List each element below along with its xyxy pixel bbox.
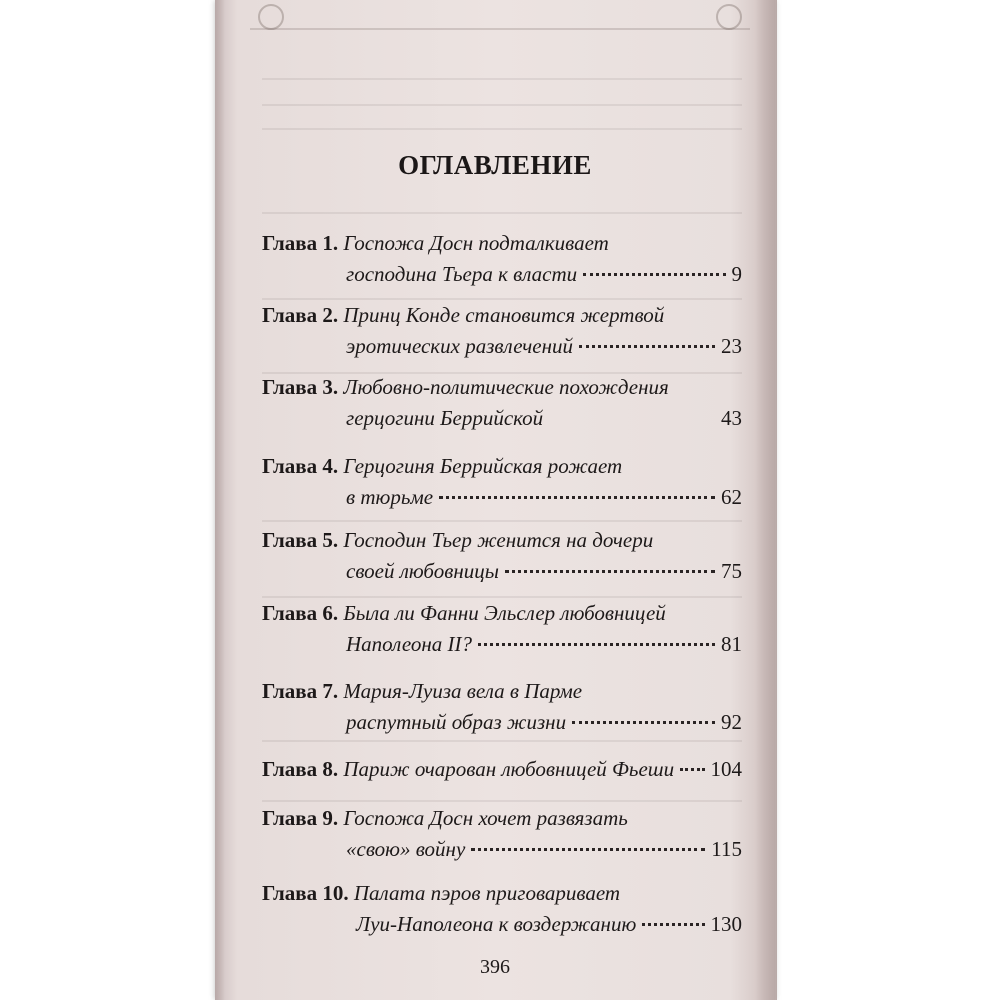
toc-entry-line bbox=[262, 707, 742, 738]
chapter-label: Глава 10. bbox=[262, 881, 349, 905]
chapter-title-line1: Мария-Луиза вела в Парме bbox=[343, 679, 583, 703]
chapter-title-line2: своей любовницы bbox=[346, 559, 499, 583]
chapter-page-number: 92 bbox=[721, 710, 742, 734]
chapter-title-line1: Госпожа Досн хочет развязать bbox=[343, 806, 628, 830]
toc-entry-line bbox=[262, 259, 742, 290]
toc-heading: ОГЛАВЛЕНИЕ bbox=[398, 150, 592, 180]
chapter-page-number: 75 bbox=[721, 559, 742, 583]
toc-entry bbox=[262, 754, 742, 785]
page-folio: 396 bbox=[480, 956, 510, 978]
leader-dots bbox=[572, 721, 715, 724]
chapter-title-line2: распутный образ жизни bbox=[346, 710, 567, 734]
toc-entry-line bbox=[262, 372, 742, 403]
toc-entry-line bbox=[262, 451, 742, 482]
leader-dots bbox=[505, 570, 715, 573]
chapter-title-line2: эротических развлечений bbox=[346, 334, 573, 358]
chapter-label: Глава 1. bbox=[262, 231, 339, 255]
chapter-title-line2: в тюрьме bbox=[346, 485, 434, 509]
chapter-label: Глава 8. bbox=[262, 757, 339, 781]
toc-entry-line bbox=[262, 228, 742, 259]
running-header-rule bbox=[250, 0, 750, 30]
toc-entry-line bbox=[262, 629, 742, 660]
toc-entry-line bbox=[262, 300, 742, 331]
chapter-label: Глава 4. bbox=[262, 454, 339, 478]
leader-dots bbox=[579, 345, 715, 348]
chapter-title-line2: герцогини Беррийской bbox=[346, 406, 544, 430]
toc-entry-line bbox=[262, 754, 742, 785]
chapter-label: Глава 2. bbox=[262, 303, 339, 327]
chapter-label: Глава 3. bbox=[262, 375, 339, 399]
chapter-title-line1: Герцогиня Беррийская рожает bbox=[343, 454, 623, 478]
bleed-through-line bbox=[262, 104, 742, 106]
chapter-page-number: 115 bbox=[711, 837, 742, 861]
toc-entry-line bbox=[262, 834, 742, 865]
chapter-page-number: 23 bbox=[721, 334, 742, 358]
chapter-title-line1: Палата пэров приговаривает bbox=[353, 881, 621, 905]
toc-entry bbox=[262, 525, 742, 587]
toc-entry-line bbox=[262, 878, 742, 909]
toc-entry-line bbox=[262, 909, 742, 940]
chapter-title-line1: Господин Тьер женится на дочери bbox=[343, 528, 654, 552]
bleed-through-line bbox=[262, 520, 742, 522]
toc-entry bbox=[262, 598, 742, 660]
bleed-through-line bbox=[262, 740, 742, 742]
toc-entry bbox=[262, 676, 742, 738]
chapter-title-line1: Была ли Фанни Эльслер любовницей bbox=[343, 601, 666, 625]
chapter-label: Глава 6. bbox=[262, 601, 339, 625]
chapter-title-line1: Париж очарован любовницей Фьеши bbox=[343, 757, 675, 781]
toc-entry-line bbox=[262, 482, 742, 513]
toc-entry-line bbox=[262, 525, 742, 556]
toc-entry bbox=[262, 878, 742, 940]
toc-entry bbox=[262, 228, 742, 290]
header-ornament-right-icon bbox=[716, 4, 742, 30]
toc-entry bbox=[262, 300, 742, 362]
bleed-through-line bbox=[262, 800, 742, 802]
leader-dots bbox=[680, 768, 704, 771]
bleed-through-line bbox=[262, 212, 742, 214]
bleed-through-line bbox=[262, 128, 742, 130]
chapter-title-line1: Принц Конде становится жертвой bbox=[343, 303, 665, 327]
leader-dots bbox=[478, 643, 715, 646]
leader-dots bbox=[471, 848, 705, 851]
toc-entry-line bbox=[262, 803, 742, 834]
chapter-label: Глава 7. bbox=[262, 679, 339, 703]
chapter-title-line2: «свою» войну bbox=[346, 837, 466, 861]
chapter-title-line1: Госпожа Досн подталкивает bbox=[343, 231, 609, 255]
chapter-label: Глава 9. bbox=[262, 806, 339, 830]
chapter-page-number: 9 bbox=[731, 262, 742, 286]
leader-dots bbox=[583, 273, 725, 276]
toc-entry bbox=[262, 451, 742, 513]
chapter-page-number: 62 bbox=[721, 485, 742, 509]
chapter-title-line1: Любовно-политические похождения bbox=[343, 375, 669, 399]
header-ornament-left-icon bbox=[258, 4, 284, 30]
chapter-title-line2: Наполеона II? bbox=[346, 632, 473, 656]
toc-entry-line bbox=[262, 556, 742, 587]
leader-dots bbox=[439, 496, 715, 499]
toc-entry-line bbox=[262, 598, 742, 629]
chapter-label: Глава 5. bbox=[262, 528, 339, 552]
leader-dots bbox=[549, 417, 715, 420]
leader-dots bbox=[642, 923, 704, 926]
toc-entry bbox=[262, 372, 742, 434]
chapter-title-line2: господина Тьера к власти bbox=[346, 262, 578, 286]
toc-entry bbox=[262, 803, 742, 865]
toc-entry-line bbox=[262, 331, 742, 362]
chapter-page-number: 43 bbox=[721, 406, 742, 430]
chapter-title-line2: Луи-Наполеона к воздержанию bbox=[356, 912, 637, 936]
chapter-page-number: 81 bbox=[721, 632, 742, 656]
chapter-page-number: 130 bbox=[710, 912, 742, 936]
toc-entry-line bbox=[262, 676, 742, 707]
toc-entry-line bbox=[262, 403, 742, 434]
chapter-page-number: 104 bbox=[710, 757, 742, 781]
bleed-through-line bbox=[262, 78, 742, 80]
